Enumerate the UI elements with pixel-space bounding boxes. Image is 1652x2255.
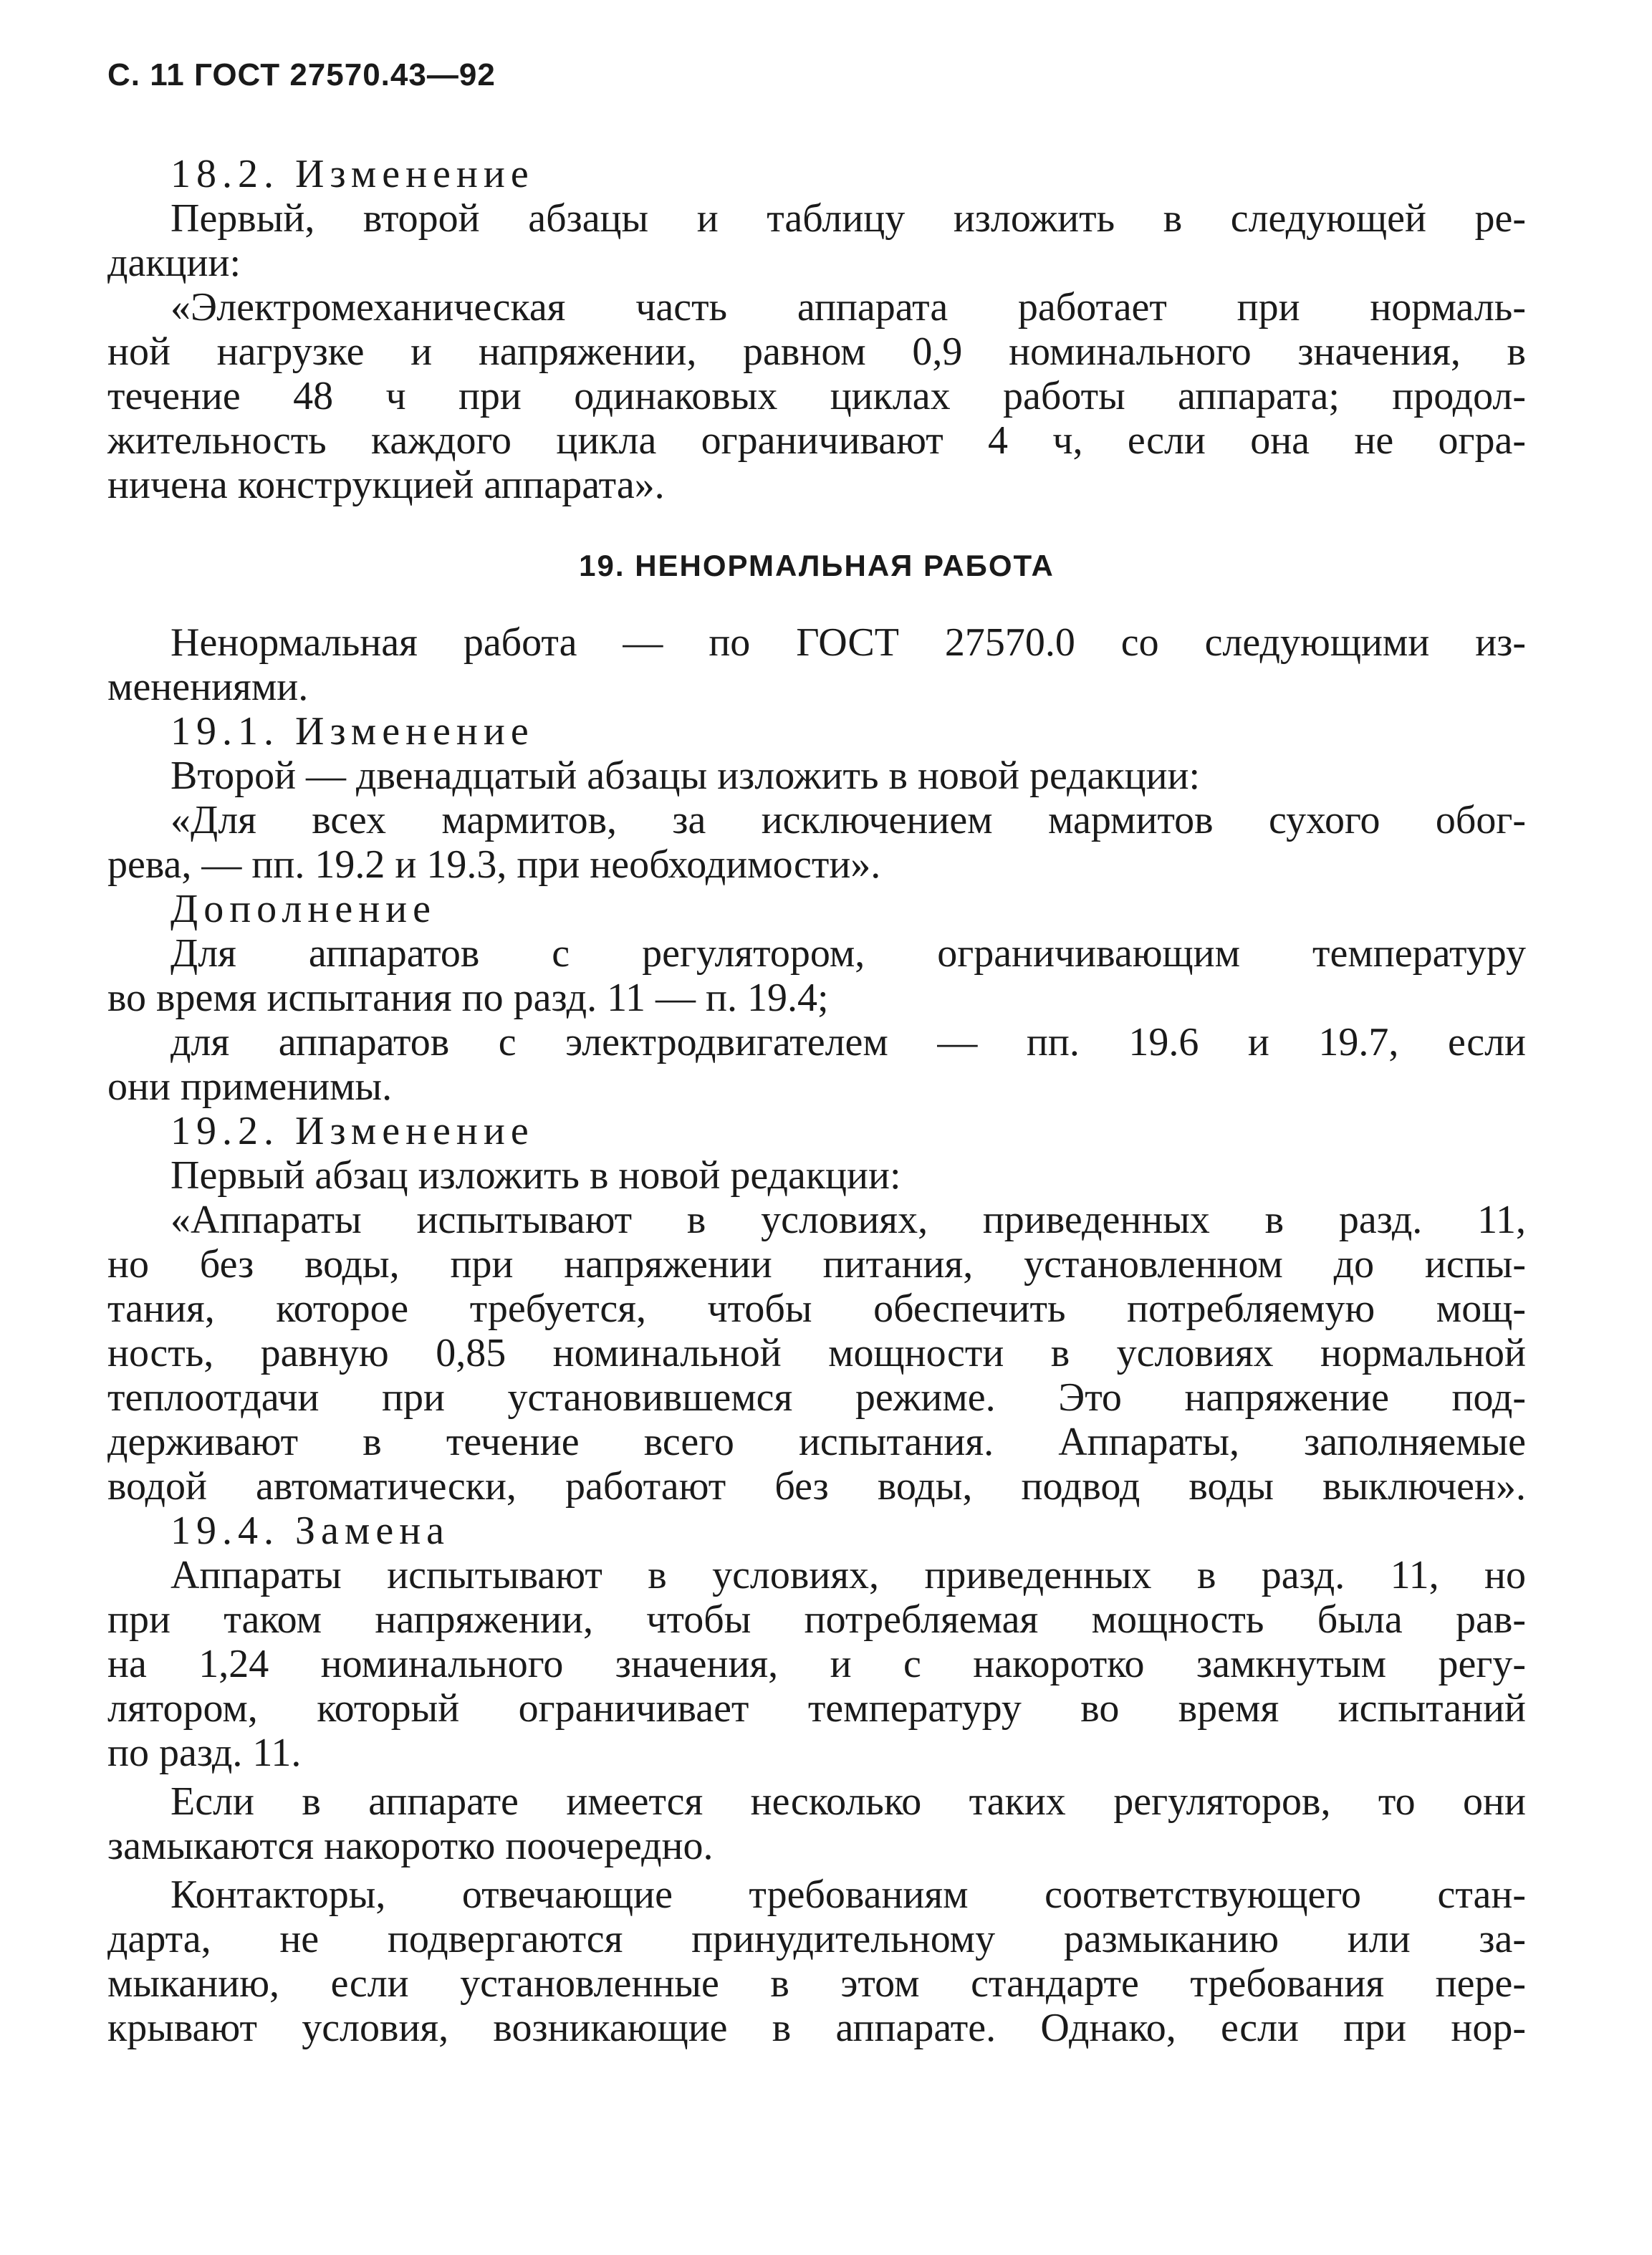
text-line: ничена конструкцией аппарата». bbox=[107, 463, 665, 507]
text-line: «Для всех мармитов, за исключением мармитов сухого обог- bbox=[171, 798, 1526, 842]
text-line: для аппаратов с электродвигателем — пп. 19.6 и 19.7, если bbox=[171, 1020, 1526, 1064]
clause-heading-18-2: 18.2. Изменение bbox=[171, 152, 534, 196]
clause-heading-19-4: 19.4. Замена bbox=[171, 1509, 451, 1553]
text-line: Ненормальная работа — по ГОСТ 27570.0 со следующими из- bbox=[171, 620, 1526, 665]
text-line: при таком напряжении, чтобы потребляемая мощность была рав- bbox=[107, 1597, 1526, 1642]
text-line: держивают в течение всего испытания. Аппараты, заполняемые bbox=[107, 1420, 1526, 1464]
text-line: дарта, не подвергаются принудительному размыканию или за- bbox=[107, 1917, 1526, 1961]
text-line: на 1,24 номинального значения, и с накоротко замкнутым регу- bbox=[107, 1642, 1526, 1686]
text-line: Для аппаратов с регулятором, ограничивающим температуру bbox=[171, 931, 1526, 976]
running-head: С. 11 ГОСТ 27570.43—92 bbox=[107, 57, 496, 92]
text-line: ной нагрузке и напряжении, равном 0,9 номинального значения, в bbox=[107, 330, 1526, 374]
clause-heading-19-2: 19.2. Изменение bbox=[171, 1109, 534, 1153]
text-line: замыкаются накоротко поочередно. bbox=[107, 1824, 714, 1868]
text-line: мыканию, если установленные в этом стандарте требования пере- bbox=[107, 1961, 1526, 2006]
clause-heading-19-1: 19.1. Изменение bbox=[171, 709, 534, 754]
clause-heading-addition: Дополнение bbox=[171, 887, 436, 931]
text-line: Первый, второй абзацы и таблицу изложить в следующей ре- bbox=[171, 196, 1526, 241]
text-line: менениями. bbox=[107, 665, 309, 709]
text-line: «Аппараты испытывают в условиях, приведенных в разд. 11, bbox=[171, 1198, 1526, 1242]
text-line: водой автоматически, работают без воды, подвод воды выключен». bbox=[107, 1464, 1526, 1509]
text-line: Если в аппарате имеется несколько таких регуляторов, то они bbox=[171, 1779, 1526, 1824]
section-18-2 bbox=[107, 152, 1526, 507]
text-line: Аппараты испытывают в условиях, приведенных в разд. 11, но bbox=[171, 1553, 1526, 1597]
text-line: течение 48 ч при одинаковых циклах работы аппарата; продол- bbox=[107, 374, 1526, 418]
text-line: жительность каждого цикла ограничивают 4 ч, если она не огра- bbox=[107, 418, 1526, 463]
text-line: Контакторы, отвечающие требованиям соответствующего стан- bbox=[171, 1872, 1526, 1917]
document-page bbox=[107, 57, 1526, 2050]
section-title-19: 19. НЕНОРМАЛЬНАЯ РАБОТА bbox=[579, 549, 1055, 582]
text-line: тания, которое требуется, чтобы обеспечить потребляемую мощ- bbox=[107, 1287, 1526, 1331]
text-line: по разд. 11. bbox=[107, 1731, 302, 1775]
text-line: ность, равную 0,85 номинальной мощности в условиях нормальной bbox=[107, 1331, 1526, 1375]
text-line: Второй — двенадцатый абзацы изложить в новой редакции: bbox=[171, 754, 1201, 798]
text-line: во время испытания по разд. 11 — п. 19.4; bbox=[107, 976, 829, 1020]
text-line: лятором, который ограничивает температуру во время испытаний bbox=[107, 1686, 1526, 1731]
text-line: рева, — пп. 19.2 и 19.3, при необходимости». bbox=[107, 842, 881, 887]
text-line: дакции: bbox=[107, 241, 241, 285]
text-line: но без воды, при напряжении питания, установленном до испы- bbox=[107, 1242, 1526, 1287]
text-line: «Электромеханическая часть аппарата работает при нормаль- bbox=[171, 285, 1526, 330]
text-line: они применимы. bbox=[107, 1064, 393, 1109]
text-line: Первый абзац изложить в новой редакции: bbox=[171, 1153, 901, 1198]
text-line: крывают условия, возникающие в аппарате. Однако, если при нор- bbox=[107, 2006, 1526, 2050]
text-line: теплоотдачи при установившемся режиме. Это напряжение под- bbox=[107, 1375, 1526, 1420]
section-19 bbox=[107, 620, 1526, 2050]
